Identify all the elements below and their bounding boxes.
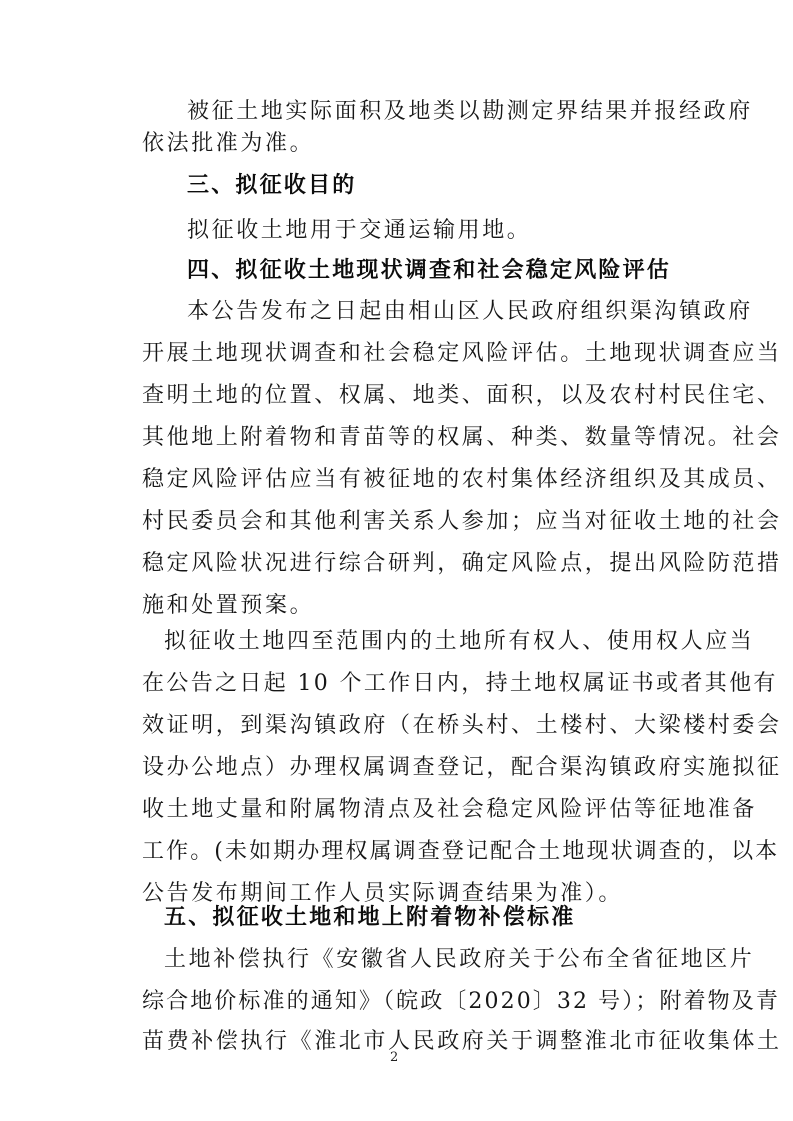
body-line: 公告发布期间工作人员实际调查结果为准）。 xyxy=(142,881,624,906)
body-line: 拟征收土地四至范围内的土地所有权人、使用权人应当 xyxy=(164,629,755,654)
page-number: 2 xyxy=(390,1050,399,1065)
body-line: 综合地价标准的通知》（皖政〔2020〕32 号）；附着物及青 xyxy=(142,989,780,1014)
body-line: 被征土地实际面积及地类以勘测定界结果并报经政府 xyxy=(187,99,753,124)
body-line: 本公告发布之日起由相山区人民政府组织渠沟镇政府 xyxy=(187,299,753,324)
body-line: 依法批准为准。 xyxy=(142,131,315,156)
body-line: 土地补偿执行《安徽省人民政府关于公布全省征地区片 xyxy=(164,947,755,972)
body-line: 收土地丈量和附属物清点及社会稳定风险评估等征地准备 xyxy=(142,797,758,822)
body-line: 施和处置预案。 xyxy=(142,593,315,618)
body-line: 苗费补偿执行《淮北市人民政府关于调整淮北市征收集体土 xyxy=(142,1029,782,1054)
body-line: 设办公地点）办理权属调查登记，配合渠沟镇政府实施拟征 xyxy=(142,755,782,780)
body-line: 村民委员会和其他利害关系人参加；应当对征收土地的社会 xyxy=(142,509,782,534)
body-line: 稳定风险评估应当有被征地的农村集体经济组织及其成员、 xyxy=(142,467,782,492)
body-line: 工作。(未如期办理权属调查登记配合土地现状调查的，以本 xyxy=(142,839,780,864)
body-line: 稳定风险状况进行综合研判，确定风险点，提出风险防范措 xyxy=(142,551,782,576)
body-line: 其他地上附着物和青苗等的权属、种类、数量等情况。社会 xyxy=(142,425,782,450)
body-line: 拟征收土地用于交通运输用地。 xyxy=(187,218,532,243)
section-heading-purpose: 三、拟征收目的 xyxy=(187,173,357,198)
body-line: 查明土地的位置、权属、地类、面积，以及农村村民住宅、 xyxy=(142,383,782,408)
body-line: 开展土地现状调查和社会稳定风险评估。土地现状调查应当 xyxy=(142,341,782,366)
body-line: 在公告之日起 10 个工作日内，持土地权属证书或者其他有 xyxy=(142,671,778,696)
section-heading-survey: 四、拟征收土地现状调查和社会稳定风险评估 xyxy=(187,258,672,283)
section-heading-compensation: 五、拟征收土地和地上附着物补偿标准 xyxy=(164,905,576,930)
body-line: 效证明，到渠沟镇政府（在桥头村、土楼村、大梁楼村委会 xyxy=(142,713,782,738)
